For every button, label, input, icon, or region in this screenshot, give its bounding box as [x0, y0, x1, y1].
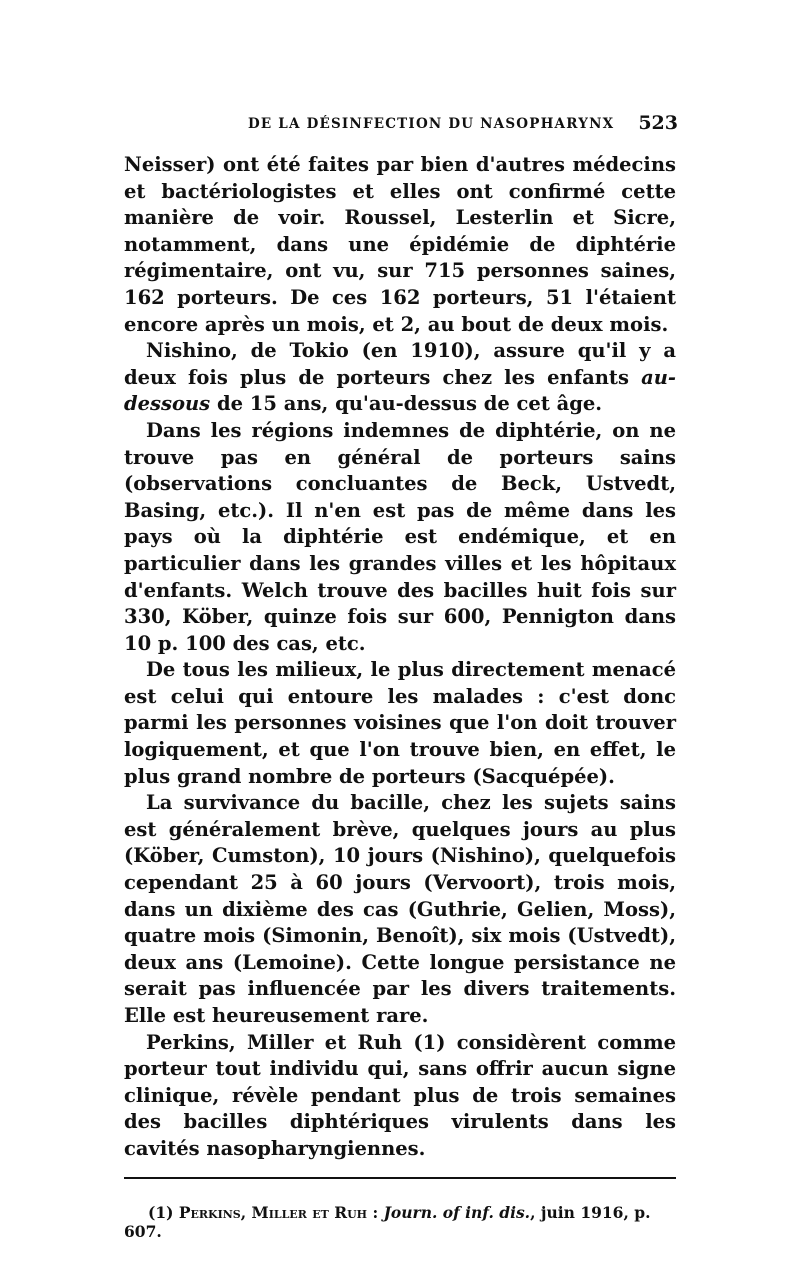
paragraph-2-text-after: de 15 ans, qu'au-dessus de cet âge. — [210, 392, 603, 416]
paragraph-3: Dans les régions indemnes de diphtérie, on ne trouve pas en général de porteurs sains (observations concluantes de Beck, Ustvedt, Basing, etc.). Il n'en est pas de même dans les pays où la diphtérie est endémique, et en particulier dans les grandes villes et les hôpitaux d'enfants. Welch trouve des bacilles huit fois sur 330, Köber, quinze fois sur 600, Pennigton dans 10 p. 100 des cas, etc. — [124, 418, 676, 655]
footnote-marker: (1) — [148, 1202, 179, 1222]
body-text — [124, 152, 676, 1163]
paragraph-2-emphasis: au-dessous — [124, 365, 676, 416]
page-number: 523 — [638, 112, 678, 134]
footnote — [124, 1203, 676, 1241]
footnote-citation: , juin 1916, p. 607. — [124, 1202, 651, 1241]
book-page — [124, 112, 676, 1241]
footnote-separator: : — [367, 1202, 384, 1222]
paragraph-6: Perkins, Miller et Ruh (1) considèrent comme porteur tout individu qui, sans offrir aucun signe clinique, révèle pendant plus de trois semaines des bacilles diphtériques virulents dans les cavités nasopharyngiennes. — [124, 1030, 676, 1160]
footnote-journal: Journ. of inf. dis. — [383, 1202, 531, 1222]
running-head — [124, 112, 676, 142]
paragraph-1: Neisser) ont été faites par bien d'autres médecins et bactériologistes et elles ont confirmé cette manière de voir. Roussel, Lesterlin et Sicre, notamment, dans une épidémie de diphtérie régimentaire, ont vu, sur 715 personnes saines, 162 porteurs. De ces 162 porteurs, 51 l'étaient encore après un mois, et 2, au bout de deux mois. — [124, 153, 676, 336]
footnote-rule — [124, 1177, 676, 1179]
paragraph-2 — [124, 338, 676, 418]
paragraph-2-text-before: Nishino, de Tokio (en 1910), assure qu'il y a deux fois plus de porteurs chez les enfants — [124, 339, 676, 389]
paragraph-5: La survivance du bacille, chez les sujets sains est généralement brève, quelques jours au plus (Köber, Cumston), 10 jours (Nishino), quelquefois cependant 25 à 60 jours (Vervoort), trois mois, dans un dixième des cas (Guthrie, Gelien, Moss), quatre mois (Simonin, Benoît), six mois (Ustvedt), deux ans (Lemoine). Cette longue persistance ne serait pas influencée par les divers traitements. Elle est heureusement rare. — [124, 791, 676, 1027]
paragraph-4: De tous les milieux, le plus directement menacé est celui qui entoure les malades : c'est donc parmi les personnes voisines que l'on doit trouver logiquement, et que l'on trouve bien, en effet, le plus grand nombre de porteurs (Sacquépée). — [124, 658, 676, 788]
footnote-authors: Perkins, Miller et Ruh — [178, 1202, 368, 1222]
running-title: DE LA DÉSINFECTION DU NASOPHARYNX — [248, 116, 615, 132]
